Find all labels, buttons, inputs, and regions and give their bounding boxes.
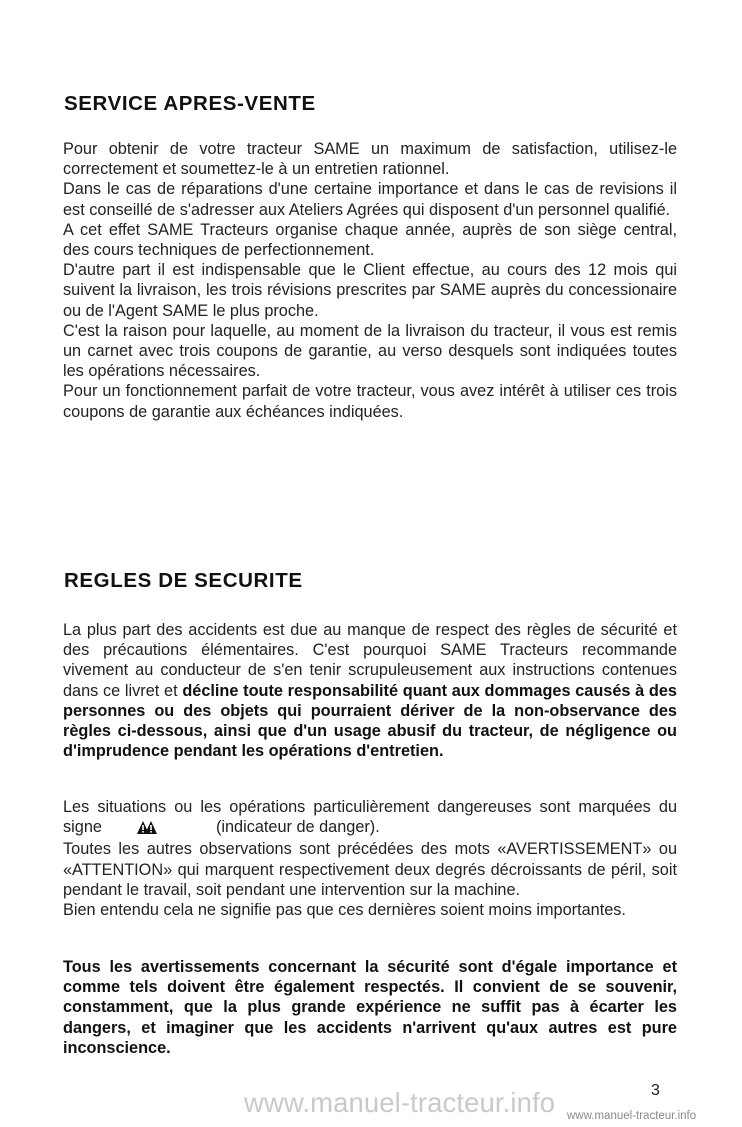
watermark-main: www.manuel-tracteur.info [244, 1087, 556, 1118]
section-title-service: SERVICE APRES-VENTE [64, 92, 316, 115]
safety-intro-text: La plus part des accidents est due au manque de respect des règles de sécurité et des précautions élémentaires. C'est pourquoi SAME Tracteurs recommande vivement au conducteur de s'en tenir scrupuleusement aux instructions contenues dans ce livret et [63, 621, 677, 700]
danger-indicator-text: (indicateur de danger). [215, 818, 380, 837]
safety-conclusion-text: Tous les avertissements concernant la sécurité sont d'égale importance et comme tels doivent être également respectés. Il convient de se souvenir, constamment, que la plus grande expérience ne suffit pas à écarter les dangers, et imaginer que les accidents n'arrivent qu'aux autres est pure inconscience. [63, 958, 677, 1057]
importance-text: Bien entendu cela ne signifie pas que ces dernières soient moins importantes. [63, 901, 626, 920]
section-title-safety: REGLES DE SECURITE [64, 569, 303, 592]
service-text: Pour obtenir de votre tracteur SAME un maximum de satisfaction, utilisez-le correctement et soumettez-le à un entretien rationnel. Dans le cas de réparations d'une certaine importance et dans le cas de revisions il est conseillé de s'adresser aux Ateliers Agrées qui disposent d'un personnel qualifié. A cet effet SAME Tracteurs organise chaque année, auprès de son siège central, des cours techniques de perfectionnement. D'autre part il est indispensable que le Client effectue, au cours des 12 mois qui suivent la livraison, les trois révisions prescrites par SAME auprès du concessionaire ou de l'Agent SAME le plus proche. C'est la raison pour laquelle, au moment de la livraison du tracteur, il vous est remis un carnet avec trois coupons de garantie, au verso desquels sont indiquées toutes les opérations nécessaires. Pour un fonctionnement parfait de votre tracteur, vous avez intérêt à utiliser ces trois coupons de garantie aux échéances indiquées. [63, 140, 677, 421]
safety-paragraph-2 [63, 797, 677, 920]
safety-paragraph-final [63, 957, 677, 1058]
safety-paragraph-1 [63, 620, 677, 761]
danger-triangles-icon [136, 819, 158, 839]
danger-sign-text: Les situations ou les opérations particulièrement dangereuses sont marquées du signe [63, 798, 677, 837]
page-number: 3 [651, 1082, 660, 1099]
service-paragraph [63, 139, 677, 422]
warning-words-text: Toutes les autres observations sont précédées des mots «AVERTISSEMENT» ou «ATTENTION» qui marquent respectivement deux degrés décroissants de péril, soit pendant le travail, soit pendant une intervention sur la machine. [63, 840, 677, 899]
safety-liability-text: décline toute responsabilité quant aux dommages causés à des personnes ou des objets qui pourraient dériver de la non-observance des règles ci-dessous, ainsi que d'un usage abusif du tracteur, de négligence ou d'imprudence pendant les opérations d'entretien. [63, 681, 677, 761]
watermark-small: www.manuel-tracteur.info [567, 1110, 697, 1122]
